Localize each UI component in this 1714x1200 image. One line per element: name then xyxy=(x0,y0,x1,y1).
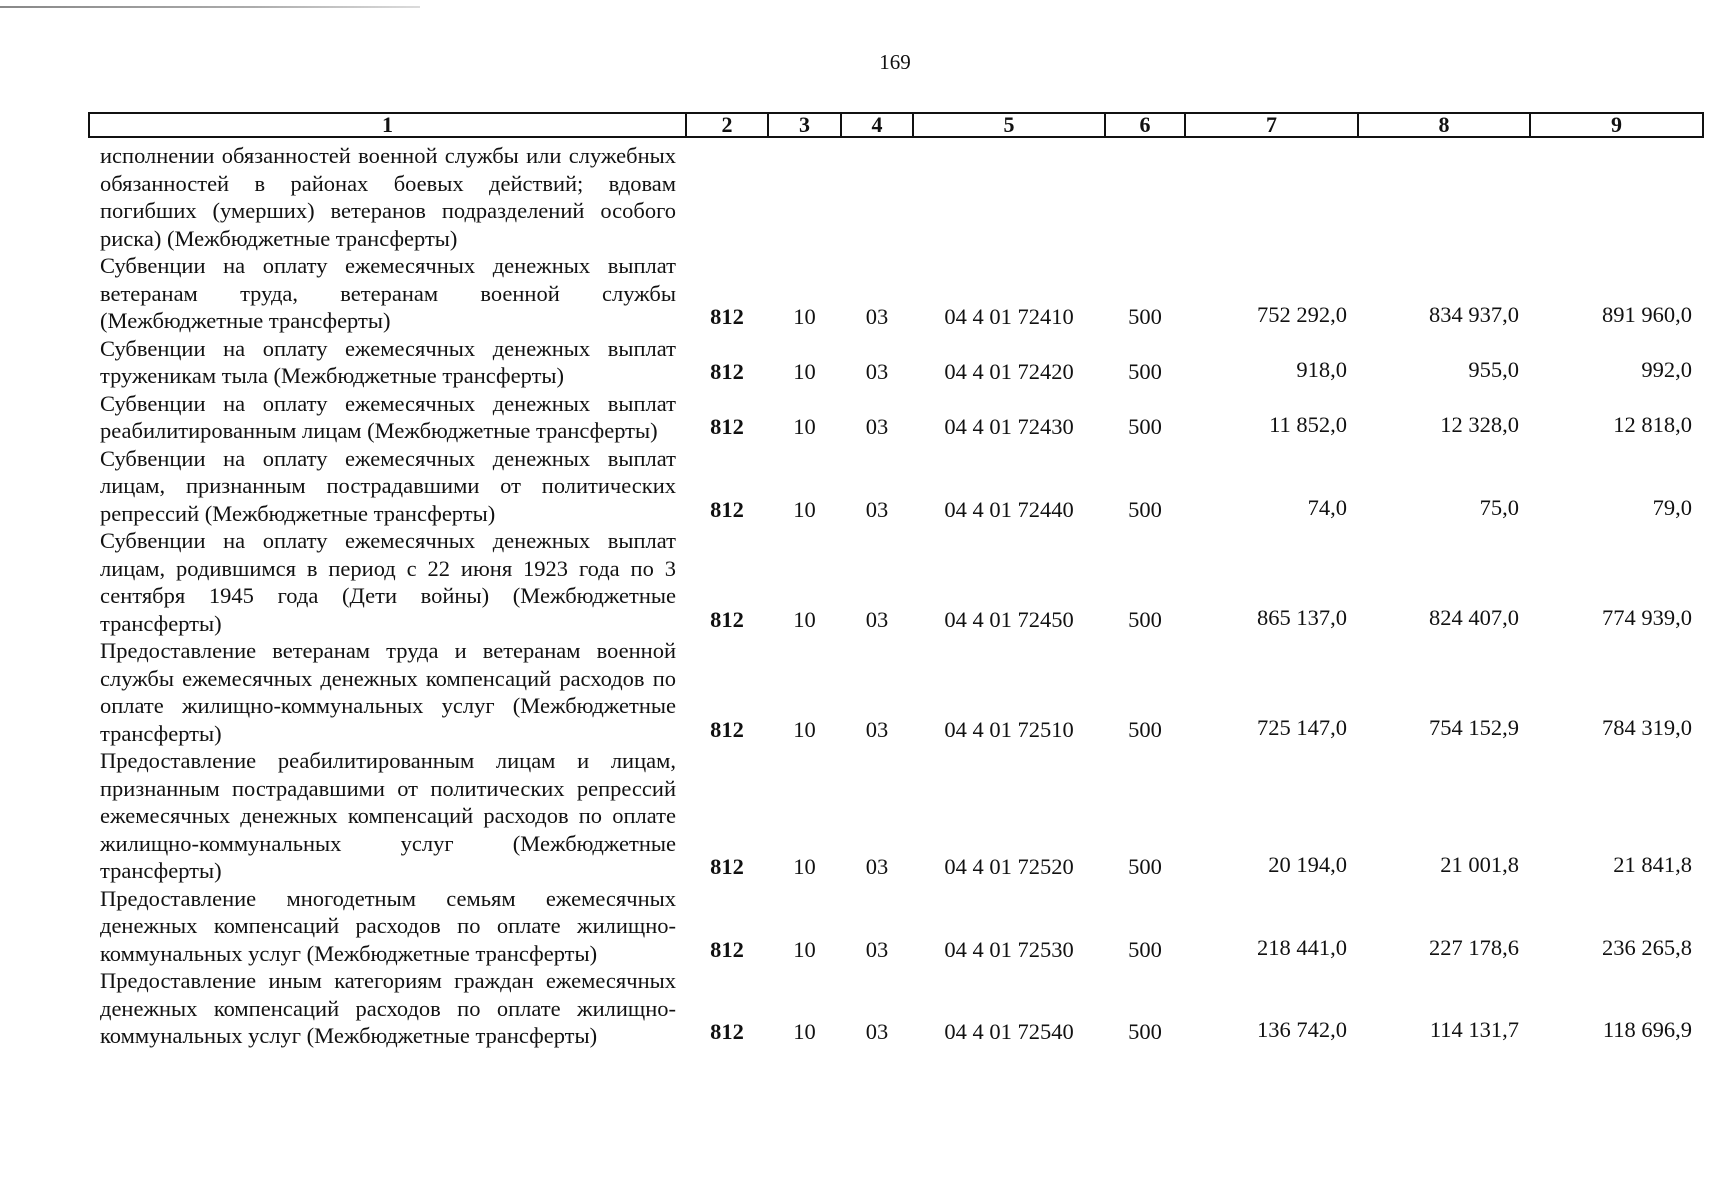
row-col4: 03 xyxy=(865,414,889,439)
row-col6: 500 xyxy=(1128,1019,1162,1044)
row-col4: 03 xyxy=(865,496,889,522)
row-col9: 12 818,0 xyxy=(1613,412,1692,437)
table-row xyxy=(89,445,1703,528)
row-col2: 812 xyxy=(710,716,744,742)
row-col7: 136 742,0 xyxy=(1257,1017,1347,1042)
row-col3: 10 xyxy=(793,304,816,329)
row-col3 xyxy=(768,137,841,252)
header-cell-3: 3 xyxy=(768,113,841,137)
row-col6: 500 xyxy=(1128,496,1162,522)
row-description: Предоставление ветеранам труда и ветеранам военной службы ежемесячных денежных компенсаций расходов по оплате жилищно-коммунальных услуг (Межбюджетные трансферты) xyxy=(100,638,676,746)
row-col9: 236 265,8 xyxy=(1602,934,1692,960)
row-col8: 114 131,7 xyxy=(1429,1017,1519,1042)
row-col8: 75,0 xyxy=(1479,494,1519,520)
page-number: 169 xyxy=(879,50,911,74)
budget-table-container xyxy=(88,112,1702,1050)
row-description: Субвенции на оплату ежемесячных денежных выплат ветеранам труда, ветеранам военной службы (Межбюджетные трансферты) xyxy=(100,253,676,333)
table-row xyxy=(89,252,1703,335)
row-col5: 04 4 01 72510 xyxy=(944,716,1074,742)
row-col4: 03 xyxy=(865,854,889,879)
row-col8 xyxy=(1358,137,1530,252)
row-col2: 812 xyxy=(710,359,744,384)
row-col2: 812 xyxy=(710,1019,744,1044)
row-description: Субвенции на оплату ежемесячных денежных выплат труженикам тыла (Межбюджетные трансферты) xyxy=(100,335,676,388)
row-col7: 20 194,0 xyxy=(1268,852,1347,877)
row-col6: 500 xyxy=(1128,304,1162,329)
row-col6: 500 xyxy=(1128,936,1162,962)
budget-table xyxy=(88,112,1704,1050)
row-col5: 04 4 01 72410 xyxy=(944,304,1074,329)
row-col3: 10 xyxy=(793,854,816,879)
table-row xyxy=(89,390,1703,445)
row-col2: 812 xyxy=(710,854,744,879)
header-cell-5: 5 xyxy=(913,113,1105,137)
row-col7: 218 441,0 xyxy=(1257,934,1347,960)
row-col2 xyxy=(686,137,768,252)
row-description: Субвенции на оплату ежемесячных денежных выплат лицам, родившимся в период с 22 июня 1923 года по 3 сентября 1945 года (Дети войны) (Межбюджетные трансферты) xyxy=(100,528,676,636)
row-col3: 10 xyxy=(793,1019,816,1044)
header-cell-4: 4 xyxy=(841,113,913,137)
header-cell-2: 2 xyxy=(686,113,768,137)
row-col4: 03 xyxy=(865,716,889,742)
row-col5 xyxy=(913,137,1105,252)
row-col8: 824 407,0 xyxy=(1429,604,1519,630)
row-col3: 10 xyxy=(793,716,816,742)
row-col5: 04 4 01 72440 xyxy=(944,496,1074,522)
row-col4: 03 xyxy=(865,936,889,962)
row-col4 xyxy=(841,137,913,252)
header-cell-6: 6 xyxy=(1105,113,1185,137)
row-col3: 10 xyxy=(793,936,816,962)
row-col6: 500 xyxy=(1128,716,1162,742)
row-description: исполнении обязанностей военной службы или служебных обязанностей в районах боевых действий; вдовам погибших (умерших) ветеранов подразделений особого риска) (Межбюджетные трансферты) xyxy=(100,143,676,251)
row-col8: 955,0 xyxy=(1468,357,1519,382)
row-col9: 992,0 xyxy=(1641,357,1692,382)
row-col5: 04 4 01 72430 xyxy=(944,414,1074,439)
row-col9: 118 696,9 xyxy=(1602,1017,1692,1042)
scan-edge-line xyxy=(0,6,420,8)
table-row xyxy=(89,885,1703,968)
row-col6: 500 xyxy=(1128,854,1162,879)
row-col6 xyxy=(1105,137,1185,252)
row-col3: 10 xyxy=(793,496,816,522)
row-col5: 04 4 01 72540 xyxy=(944,1019,1074,1044)
table-row xyxy=(89,335,1703,390)
row-col8: 227 178,6 xyxy=(1429,934,1519,960)
row-col2: 812 xyxy=(710,414,744,439)
row-col5: 04 4 01 72450 xyxy=(944,606,1074,632)
row-col2: 812 xyxy=(710,606,744,632)
row-col4: 03 xyxy=(865,606,889,632)
row-col8: 21 001,8 xyxy=(1440,852,1519,877)
table-row xyxy=(89,137,1703,252)
row-col3: 10 xyxy=(793,606,816,632)
row-col8: 754 152,9 xyxy=(1429,714,1519,740)
row-col3: 10 xyxy=(793,414,816,439)
row-col7: 74,0 xyxy=(1307,494,1347,520)
row-col8: 12 328,0 xyxy=(1440,412,1519,437)
row-col7 xyxy=(1185,137,1358,252)
row-description: Субвенции на оплату ежемесячных денежных выплат лицам, признанным пострадавшими от политических репрессий (Межбюджетные трансферты) xyxy=(100,445,676,526)
row-col2: 812 xyxy=(710,936,744,962)
table-row xyxy=(89,637,1703,747)
row-col4: 03 xyxy=(865,1019,889,1044)
header-cell-1: 1 xyxy=(89,113,686,137)
row-col6: 500 xyxy=(1128,359,1162,384)
row-col5: 04 4 01 72420 xyxy=(944,359,1074,384)
row-description: Субвенции на оплату ежемесячных денежных выплат реабилитированным лицам (Межбюджетные трансферты) xyxy=(100,390,676,443)
row-col9 xyxy=(1530,137,1703,252)
table-row xyxy=(89,527,1703,637)
row-description: Предоставление реабилитированным лицам и лицам, признанным пострадавшими от политических репрессий ежемесячных денежных компенсаций расходов по оплате жилищно-коммунальных услуг (Межбюджетные трансферты) xyxy=(100,748,676,883)
row-col2: 812 xyxy=(710,496,744,522)
row-col5: 04 4 01 72530 xyxy=(944,936,1074,962)
row-col7: 752 292,0 xyxy=(1257,302,1347,327)
header-row xyxy=(89,113,1703,137)
row-col7: 918,0 xyxy=(1296,357,1347,382)
header-cell-7: 7 xyxy=(1185,113,1358,137)
row-col9: 79,0 xyxy=(1652,494,1692,520)
row-description: Предоставление многодетным семьям ежемесячных денежных компенсаций расходов по оплате жилищно-коммунальных услуг (Межбюджетные трансферты) xyxy=(100,885,676,966)
row-col7: 725 147,0 xyxy=(1257,714,1347,740)
table-row xyxy=(89,967,1703,1050)
row-col6: 500 xyxy=(1128,606,1162,632)
table-row xyxy=(89,747,1703,885)
header-cell-9: 9 xyxy=(1530,113,1703,137)
row-col6: 500 xyxy=(1128,414,1162,439)
row-col5: 04 4 01 72520 xyxy=(944,854,1074,879)
row-col9: 784 319,0 xyxy=(1602,714,1692,740)
row-col9: 21 841,8 xyxy=(1613,852,1692,877)
row-description: Предоставление иным категориям граждан ежемесячных денежных компенсаций расходов по оплате жилищно-коммунальных услуг (Межбюджетные трансферты) xyxy=(100,968,676,1048)
row-col7: 11 852,0 xyxy=(1269,412,1347,437)
row-col2: 812 xyxy=(710,304,744,329)
row-col9: 774 939,0 xyxy=(1602,604,1692,630)
row-col7: 865 137,0 xyxy=(1257,604,1347,630)
row-col4: 03 xyxy=(865,304,889,329)
row-col8: 834 937,0 xyxy=(1429,302,1519,327)
row-col9: 891 960,0 xyxy=(1602,302,1692,327)
row-col3: 10 xyxy=(793,359,816,384)
header-cell-8: 8 xyxy=(1358,113,1530,137)
row-col4: 03 xyxy=(865,359,889,384)
